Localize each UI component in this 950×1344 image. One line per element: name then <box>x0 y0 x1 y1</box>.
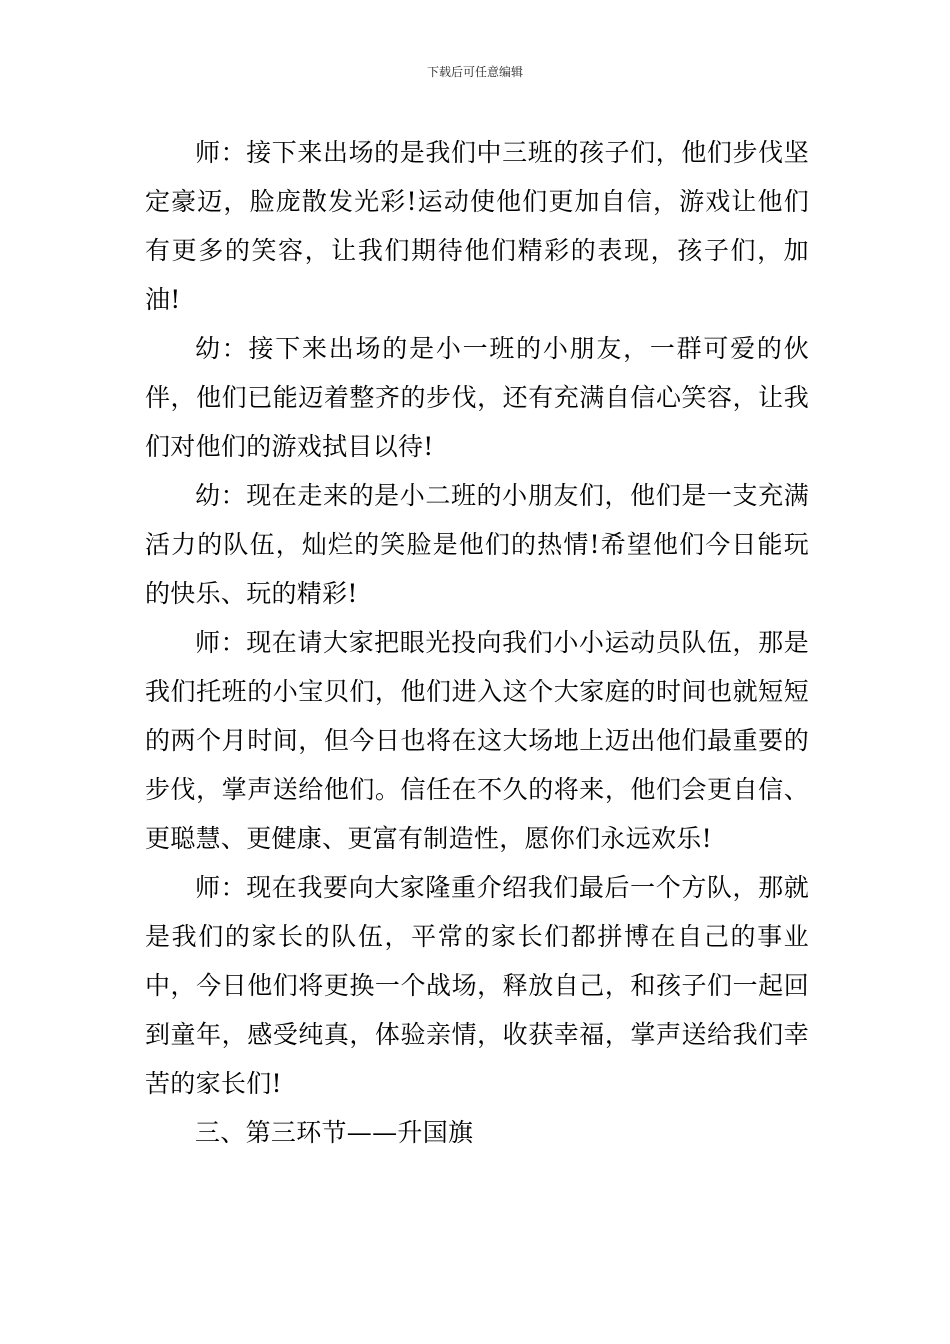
paragraph-parents: 师：现在我要向大家隆重介绍我们最后一个方队，那就是我们的家长的队伍，平常的家长们都拼博在自己的事业中，今日他们将更换一个战场，释放自己，和孩子们一起回到童年，感受纯真，体验亲情，收获幸福，掌声送给我们幸苦的家长们! <box>145 873 809 1098</box>
paragraph-class-tuoban: 师：现在请大家把眼光投向我们小小运动员队伍，那是我们托班的小宝贝们，他们进入这个大家庭的时间也就短短的两个月时间，但今日也将在这大场地上迈出他们最重要的步伐，掌声送给他们。信任在不久的将来，他们会更自信、更聪慧、更健康、更富有制造性，愿你们永远欢乐! <box>145 628 809 853</box>
document-body <box>145 128 809 1157</box>
paragraph-class-xiaoyi: 幼：接下来出场的是小一班的小朋友，一群可爱的伙伴，他们已能迈着整齐的步伐，还有充满自信心笑容，让我们对他们的游戏拭目以待! <box>145 334 809 461</box>
paragraph-class-zhongsan: 师：接下来出场的是我们中三班的孩子们，他们步伐坚定豪迈，脸庞散发光彩!运动使他们更加自信，游戏让他们有更多的笑容，让我们期待他们精彩的表现，孩子们，加油! <box>145 138 809 314</box>
paragraph-class-xiaoer: 幼：现在走来的是小二班的小朋友们，他们是一支充满活力的队伍，灿烂的笑脸是他们的热情!希望他们今日能玩的快乐、玩的精彩! <box>145 481 809 608</box>
page-header: 下载后可任意编辑 <box>426 65 523 79</box>
section-heading: 三、第三环节——升国旗 <box>195 1118 474 1147</box>
